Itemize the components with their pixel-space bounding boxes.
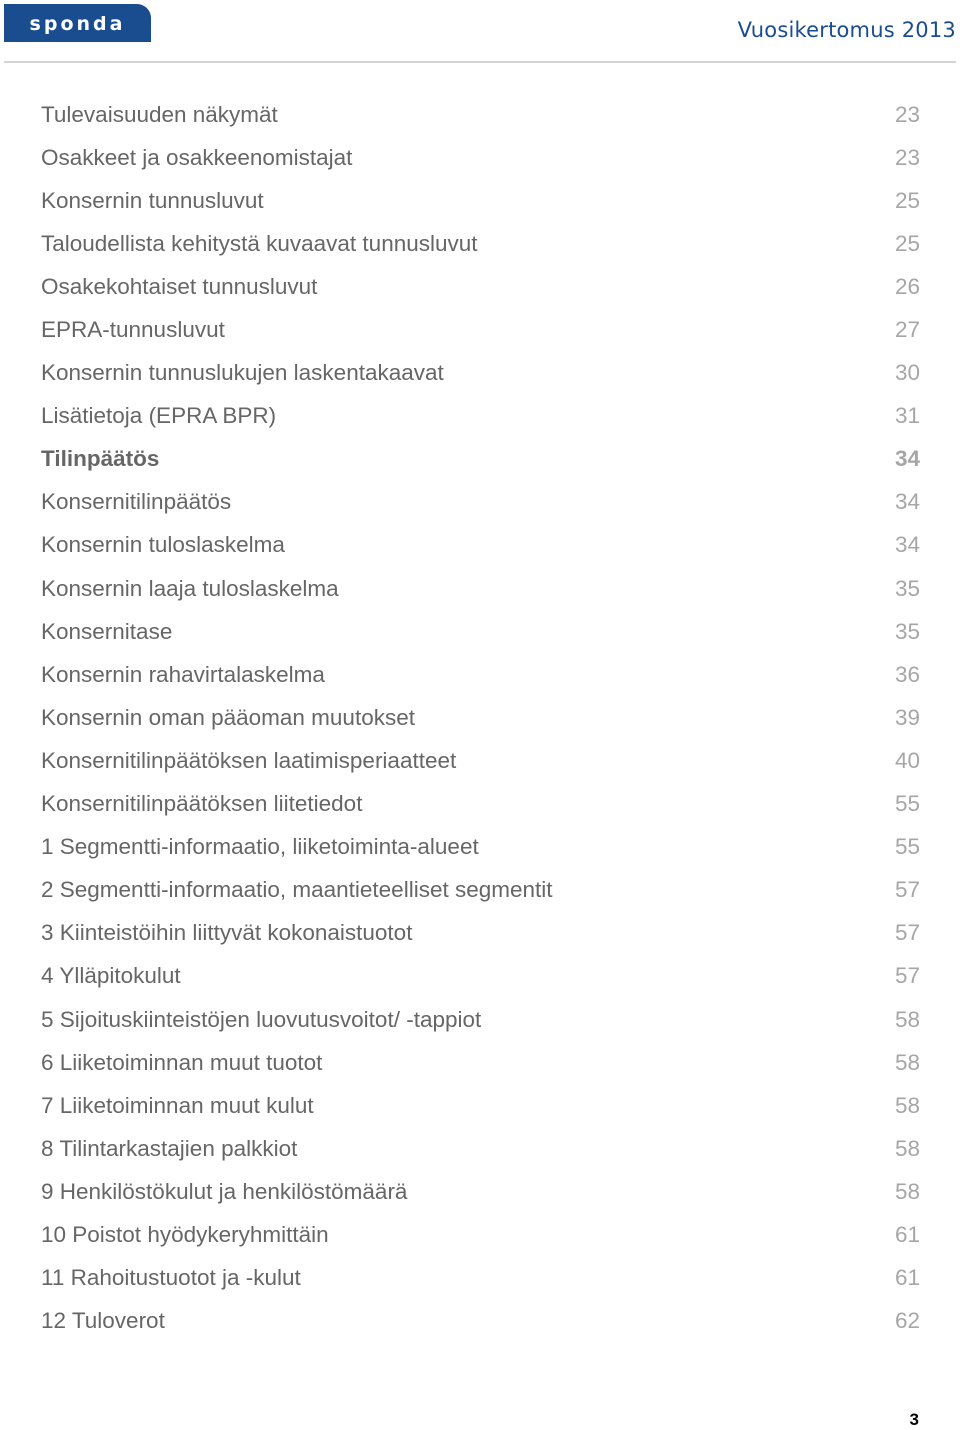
toc-entry-page: 55	[894, 791, 920, 817]
toc-entry-page: 30	[894, 360, 920, 386]
toc-entry[interactable]	[41, 567, 920, 610]
toc-entry[interactable]	[41, 438, 920, 481]
toc-entry[interactable]	[41, 1127, 920, 1170]
toc-entry-label: 12 Tuloverot	[41, 1308, 165, 1334]
toc-entry-page: 58	[894, 1006, 920, 1032]
toc-entry-label: 11 Rahoitustuotot ja -kulut	[41, 1265, 301, 1291]
toc-entry-label: Konsernin oman pääoman muutokset	[41, 704, 415, 730]
toc-entry[interactable]	[41, 93, 920, 136]
toc-entry-page: 40	[894, 747, 920, 773]
toc-entry[interactable]	[41, 136, 920, 179]
toc-entry-label: Konsernin tunnusluvut	[41, 187, 264, 213]
toc-entry-page: 23	[894, 101, 920, 127]
sponda-logo	[4, 4, 151, 42]
toc-entry-page: 27	[894, 317, 920, 343]
toc-entry[interactable]	[41, 1257, 920, 1300]
toc-entry[interactable]	[41, 739, 920, 782]
toc-entry[interactable]	[41, 653, 920, 696]
toc-entry-label: Konsernitase	[41, 618, 173, 644]
toc-entry[interactable]	[41, 1300, 920, 1343]
toc-entry-page: 34	[894, 532, 920, 558]
toc-entry-page: 35	[894, 575, 920, 601]
toc-entry-label: 6 Liiketoiminnan muut tuotot	[41, 1049, 323, 1075]
report-title: Vuosikertomus 2013	[737, 18, 956, 42]
toc-entry-page: 25	[894, 230, 920, 256]
toc-entry-label: Tilinpäätös	[41, 446, 160, 472]
toc-entry-page: 61	[894, 1265, 920, 1291]
table-of-contents	[41, 93, 920, 1343]
toc-entry-label: 5 Sijoituskiinteistöjen luovutusvoitot/ -tappiot	[41, 1006, 482, 1032]
toc-entry-label: Tulevaisuuden näkymät	[41, 101, 278, 127]
toc-entry-label: Konsernitilinpäätöksen laatimisperiaatteet	[41, 747, 457, 773]
toc-entry[interactable]	[41, 826, 920, 869]
toc-entry[interactable]	[41, 783, 920, 826]
toc-entry[interactable]	[41, 1213, 920, 1256]
header-divider	[4, 61, 956, 63]
toc-entry-page: 35	[894, 618, 920, 644]
toc-entry-page: 31	[894, 403, 920, 429]
toc-entry-page: 34	[894, 489, 920, 515]
toc-entry[interactable]	[41, 869, 920, 912]
page-number: 3	[909, 1410, 919, 1429]
toc-entry-page: 62	[894, 1308, 920, 1334]
toc-entry-page: 58	[894, 1135, 920, 1161]
toc-entry[interactable]	[41, 481, 920, 524]
toc-entry[interactable]	[41, 222, 920, 265]
toc-entry[interactable]	[41, 696, 920, 739]
toc-entry[interactable]	[41, 1041, 920, 1084]
toc-entry-label: 10 Poistot hyödykeryhmittäin	[41, 1221, 329, 1247]
toc-entry[interactable]	[41, 1170, 920, 1213]
toc-entry[interactable]	[41, 998, 920, 1041]
toc-entry[interactable]	[41, 265, 920, 308]
toc-entry-page: 36	[894, 661, 920, 687]
toc-entry-label: Osakkeet ja osakkeenomistajat	[41, 144, 353, 170]
toc-entry-label: 7 Liiketoiminnan muut kulut	[41, 1092, 314, 1118]
toc-entry-label: Taloudellista kehitystä kuvaavat tunnusluvut	[41, 230, 478, 256]
toc-entry-label: EPRA-tunnusluvut	[41, 317, 225, 343]
toc-entry[interactable]	[41, 1084, 920, 1127]
toc-entry-label: Konsernin rahavirtalaskelma	[41, 661, 325, 687]
toc-entry-page: 58	[894, 1092, 920, 1118]
toc-entry-page: 26	[894, 273, 920, 299]
toc-entry-label: 9 Henkilöstökulut ja henkilöstömäärä	[41, 1178, 408, 1204]
toc-entry[interactable]	[41, 955, 920, 998]
toc-entry-page: 23	[894, 144, 920, 170]
toc-entry-label: Konsernitilinpäätös	[41, 489, 232, 515]
toc-entry-label: Konsernin tunnuslukujen laskentakaavat	[41, 360, 444, 386]
toc-entry-label: Konsernin laaja tuloslaskelma	[41, 575, 339, 601]
toc-entry-page: 58	[894, 1178, 920, 1204]
toc-entry-label: Osakekohtaiset tunnusluvut	[41, 273, 318, 299]
toc-entry-label: 8 Tilintarkastajien palkkiot	[41, 1135, 298, 1161]
toc-entry-page: 34	[894, 446, 920, 472]
toc-entry-label: Konsernin tuloslaskelma	[41, 532, 285, 558]
toc-entry[interactable]	[41, 610, 920, 653]
toc-entry-page: 39	[894, 704, 920, 730]
toc-entry[interactable]	[41, 308, 920, 351]
toc-entry[interactable]	[41, 912, 920, 955]
toc-entry-page: 25	[894, 187, 920, 213]
toc-entry-label: 4 Ylläpitokulut	[41, 963, 181, 989]
toc-entry-page: 55	[894, 834, 920, 860]
toc-entry-label: 3 Kiinteistöihin liittyvät kokonaistuotot	[41, 920, 413, 946]
toc-entry[interactable]	[41, 179, 920, 222]
toc-entry-page: 57	[894, 877, 920, 903]
toc-entry-page: 57	[894, 963, 920, 989]
toc-entry[interactable]	[41, 352, 920, 395]
toc-entry[interactable]	[41, 395, 920, 438]
logo-text: sponda	[29, 12, 126, 35]
toc-entry-page: 58	[894, 1049, 920, 1075]
toc-entry[interactable]	[41, 524, 920, 567]
toc-entry-page: 61	[894, 1221, 920, 1247]
toc-entry-label: 2 Segmentti-informaatio, maantieteelliset segmentit	[41, 877, 553, 903]
toc-entry-label: Konsernitilinpäätöksen liitetiedot	[41, 791, 363, 817]
toc-entry-label: 1 Segmentti-informaatio, liiketoiminta-alueet	[41, 834, 479, 860]
toc-entry-page: 57	[894, 920, 920, 946]
toc-entry-label: Lisätietoja (EPRA BPR)	[41, 403, 277, 429]
